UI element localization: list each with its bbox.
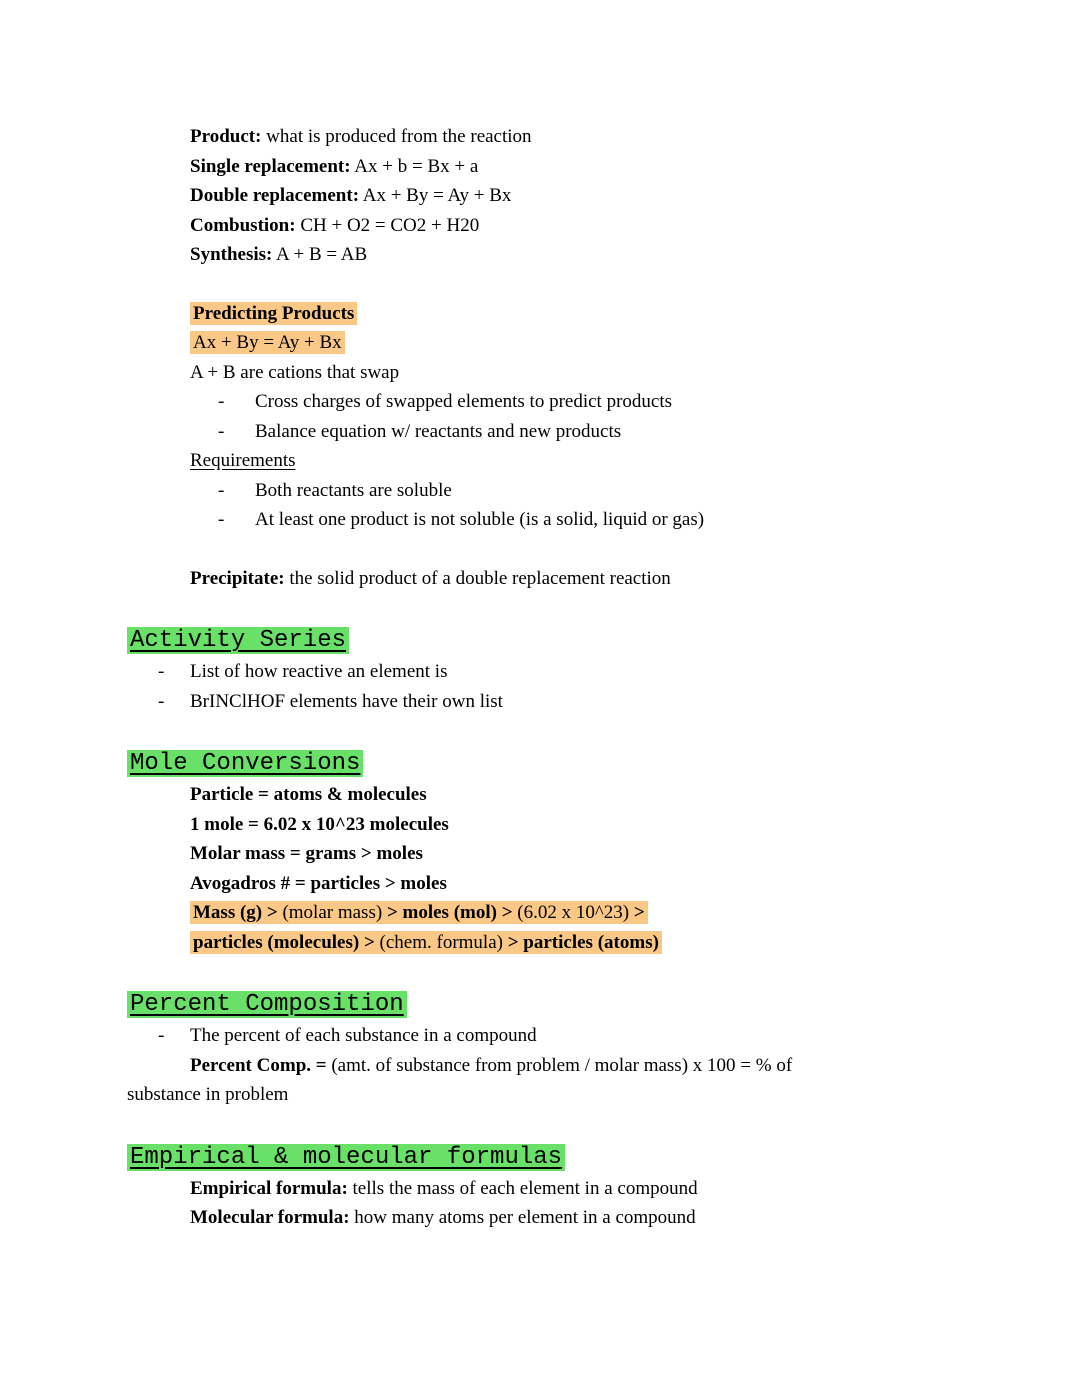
list-item: [127, 387, 1020, 417]
swap-equation-line: [190, 328, 1020, 358]
section-heading-line: [127, 747, 1020, 780]
definition-line: [190, 122, 1020, 152]
section-heading-line: [127, 988, 1020, 1021]
list-item: [127, 476, 1020, 506]
definition-term: Empirical formula:: [190, 1177, 348, 1199]
bullet-dash: -: [218, 509, 225, 530]
flow-segment: > moles (mol) >: [382, 902, 518, 923]
section-heading-line: [127, 1141, 1020, 1174]
formula-text: (amt. of substance from problem / molar mass) x 100 = % of: [326, 1054, 793, 1076]
predicting-products-title: Predicting Products: [190, 302, 357, 325]
bullet-dash: -: [158, 1025, 165, 1046]
definition-text: CH + O2 = CO2 + H20: [295, 214, 480, 236]
bullet-dash: -: [218, 479, 225, 501]
list-item: [127, 505, 1020, 535]
bullet-dash: -: [158, 690, 165, 712]
definition-line: [190, 181, 1020, 211]
cations-intro-line: A + B are cations that swap: [190, 361, 400, 383]
flow-segment: > particles (atoms): [502, 931, 659, 953]
list-item-text: The percent of each substance in a compound: [190, 1025, 537, 1046]
empirical-molecular-heading: Empirical & molecular formulas: [127, 1144, 565, 1171]
definition-line: [190, 211, 1020, 241]
definition-text: how many atoms per element in a compound: [349, 1207, 696, 1228]
flow-segment: particles (molecules) >: [193, 931, 380, 953]
bullet-dash: -: [158, 661, 165, 682]
mole-fact-line: Avogadros # = particles > moles: [190, 872, 447, 894]
flow-segment: (chem. formula): [379, 931, 503, 953]
predicting-products-section: [127, 299, 1020, 535]
conversion-flow-highlight: [190, 931, 662, 954]
percent-formula-line: [190, 1051, 1020, 1081]
percent-formula-continuation: substance in problem: [127, 1084, 289, 1105]
list-item-text: List of how reactive an element is: [190, 661, 448, 682]
list-item-text: Cross charges of swapped elements to predict products: [255, 391, 673, 412]
bullet-dash: -: [218, 420, 225, 442]
mole-conversions-heading: Mole Conversions: [127, 750, 363, 777]
definition-text: A + B = AB: [272, 244, 368, 265]
definition-text: tells the mass of each element in a compound: [347, 1177, 698, 1199]
definition-text: Ax + b = Bx + a: [350, 155, 479, 177]
reaction-types-section: [127, 122, 1020, 270]
conversion-flow-line: [190, 928, 1020, 958]
definition-text: what is produced from the reaction: [261, 126, 532, 147]
list-item-text: BrINClHOF elements have their own list: [190, 690, 503, 712]
definition-term: Double replacement:: [190, 185, 360, 206]
list-item: [127, 657, 1020, 687]
definition-term: Precipitate:: [190, 567, 285, 589]
flow-segment: (6.02 x 10^23): [517, 902, 630, 923]
percent-composition-heading: Percent Composition: [127, 991, 407, 1018]
predicting-products-title-line: [190, 299, 1020, 329]
flow-segment: >: [629, 902, 645, 923]
swap-equation: Ax + By = Ay + Bx: [190, 331, 345, 354]
section-heading-line: [127, 624, 1020, 657]
mole-fact-line: Particle = atoms & molecules: [190, 784, 427, 805]
definition-term: Molecular formula:: [190, 1207, 350, 1228]
definition-text: the solid product of a double replacement reaction: [284, 567, 671, 589]
flow-segment: (molar mass): [282, 902, 383, 923]
list-item: [127, 417, 1020, 447]
activity-series-heading: Activity Series: [127, 627, 349, 654]
list-item: [127, 687, 1020, 717]
flow-segment: Mass (g) >: [193, 902, 283, 923]
formula-label: Percent Comp. =: [190, 1054, 327, 1076]
definition-term: Combustion:: [190, 214, 296, 236]
mole-fact-line: 1 mole = 6.02 x 10^23 molecules: [190, 813, 449, 835]
mole-conversions-section: [127, 747, 1020, 957]
requirements-label-line: [190, 446, 1020, 476]
definition-text: Ax + By = Ay + Bx: [359, 185, 512, 206]
definition-term: Product:: [190, 126, 262, 147]
precipitate-definition: [190, 564, 1020, 594]
definition-term: Synthesis:: [190, 244, 273, 265]
list-item: [127, 1021, 1020, 1051]
list-item-text: At least one product is not soluble (is a solid, liquid or gas): [255, 509, 705, 530]
definition-term: Single replacement:: [190, 155, 351, 177]
bullet-dash: -: [218, 391, 225, 412]
conversion-flow-line: [190, 898, 1020, 928]
activity-series-section: [127, 624, 1020, 716]
percent-composition-section: [127, 988, 1020, 1110]
requirements-label: Requirements: [190, 450, 296, 471]
empirical-molecular-section: [127, 1141, 1020, 1233]
definition-line: [190, 1203, 1020, 1233]
definition-line: [190, 152, 1020, 182]
list-item-text: Both reactants are soluble: [255, 479, 452, 501]
conversion-flow-highlight: [190, 901, 648, 924]
definition-line: [190, 240, 1020, 270]
definition-line: [190, 1174, 1020, 1204]
list-item-text: Balance equation w/ reactants and new products: [255, 420, 622, 442]
mole-fact-line: Molar mass = grams > moles: [190, 843, 423, 864]
